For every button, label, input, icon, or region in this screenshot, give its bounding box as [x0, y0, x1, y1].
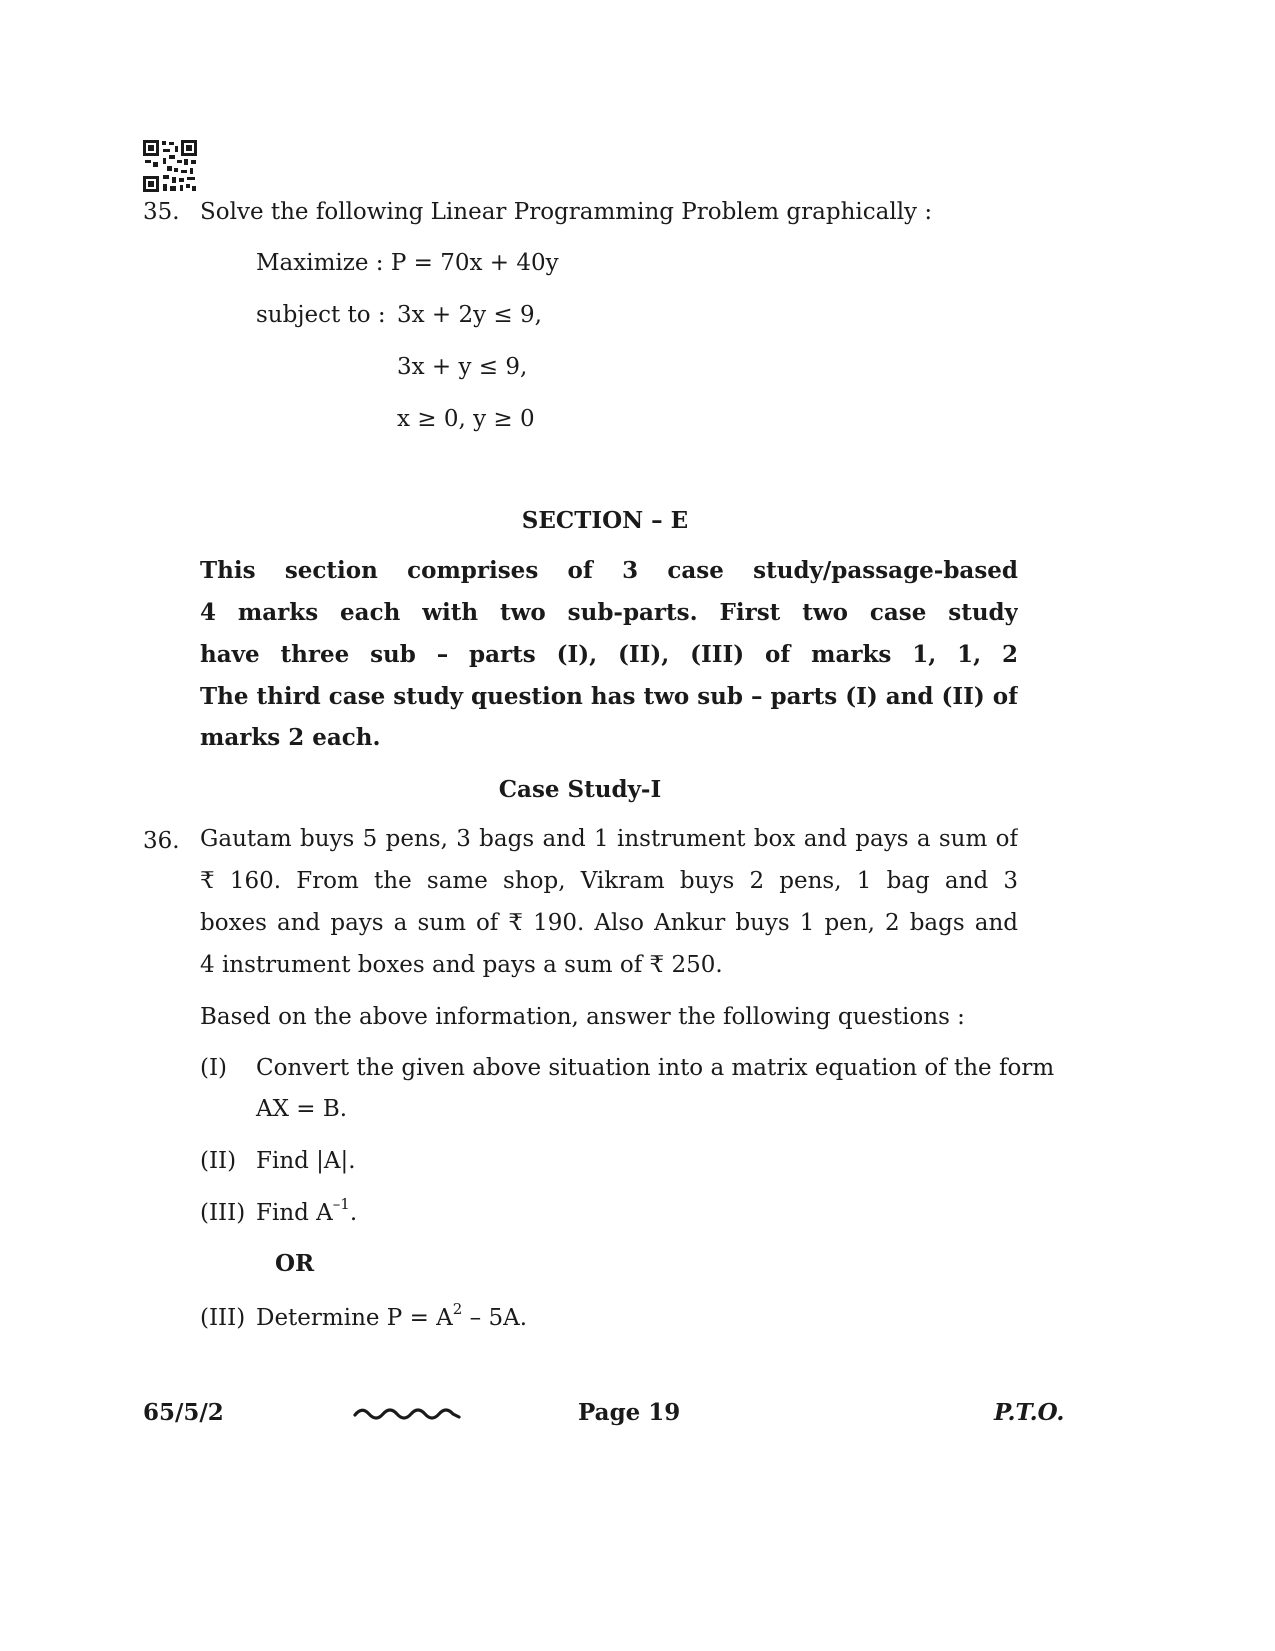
objective-function: Maximize : P = 70x + 40y	[256, 250, 559, 276]
part-text-main: Determine P = A	[256, 1305, 453, 1331]
qr-code-icon	[143, 140, 197, 192]
paragraph-line: ₹ 160. From the same shop, Vikram buys 2 pens, 1 bag and 3	[200, 868, 1018, 894]
part-text: Convert the given above situation into a matrix equation of the form	[256, 1055, 1055, 1081]
part-label: (III)	[200, 1200, 246, 1226]
part-label: (II)	[200, 1148, 237, 1174]
part-text: Find |A|.	[256, 1148, 356, 1174]
constraint-3: x ≥ 0, y ≥ 0	[397, 406, 535, 432]
question-number: 36.	[143, 828, 180, 854]
lead-in-text: Based on the above information, answer the following questions :	[200, 1004, 965, 1030]
part-label: (III)	[200, 1305, 246, 1331]
instruction-line: This section comprises of 3 case study/passage-based	[200, 557, 1018, 584]
paragraph-line: boxes and pays a sum of ₹ 190. Also Ankur buys 1 pen, 2 bags and	[200, 910, 1018, 936]
pto-label: P.T.O.	[994, 1399, 1065, 1426]
subject-to-label: subject to :	[256, 302, 386, 328]
instruction-line: 4 marks each with two sub-parts. First two case study	[200, 599, 1018, 626]
wave-ornament-icon	[353, 1403, 461, 1425]
case-study-title: Case Study-I	[498, 776, 662, 803]
paragraph-line: Gautam buys 5 pens, 3 bags and 1 instrument box and pays a sum of	[200, 826, 1018, 852]
page-number: Page 19	[578, 1399, 681, 1426]
section-instructions	[200, 550, 1018, 718]
part-text-after: – 5A.	[462, 1305, 528, 1331]
part-text-continued: AX = B.	[256, 1096, 348, 1122]
superscript: 2	[452, 1300, 463, 1319]
part-text	[256, 1300, 528, 1333]
section-title: SECTION – E	[521, 507, 689, 534]
case-study-paragraph	[200, 818, 1018, 944]
instruction-line: have three sub – parts (I), (II), (III) of marks 1, 1, 2	[200, 641, 1018, 668]
paper-code: 65/5/2	[143, 1399, 224, 1426]
part-text-after: .	[349, 1200, 358, 1226]
paragraph-line-last: 4 instrument boxes and pays a sum of ₹ 250.	[200, 952, 723, 978]
instruction-line: The third case study question has two sub – parts (I) and (II) of	[200, 683, 1018, 710]
constraint-1: 3x + 2y ≤ 9,	[397, 302, 542, 328]
part-text-main: Find A	[256, 1200, 333, 1226]
or-label: OR	[275, 1250, 315, 1277]
question-number: 35.	[143, 199, 180, 225]
part-text	[256, 1195, 358, 1228]
constraint-2: 3x + y ≤ 9,	[397, 354, 528, 380]
superscript: –1	[332, 1195, 350, 1214]
question-prompt: Solve the following Linear Programming Problem graphically :	[200, 199, 933, 225]
part-label: (I)	[200, 1055, 228, 1081]
instruction-line-last: marks 2 each.	[200, 724, 381, 751]
